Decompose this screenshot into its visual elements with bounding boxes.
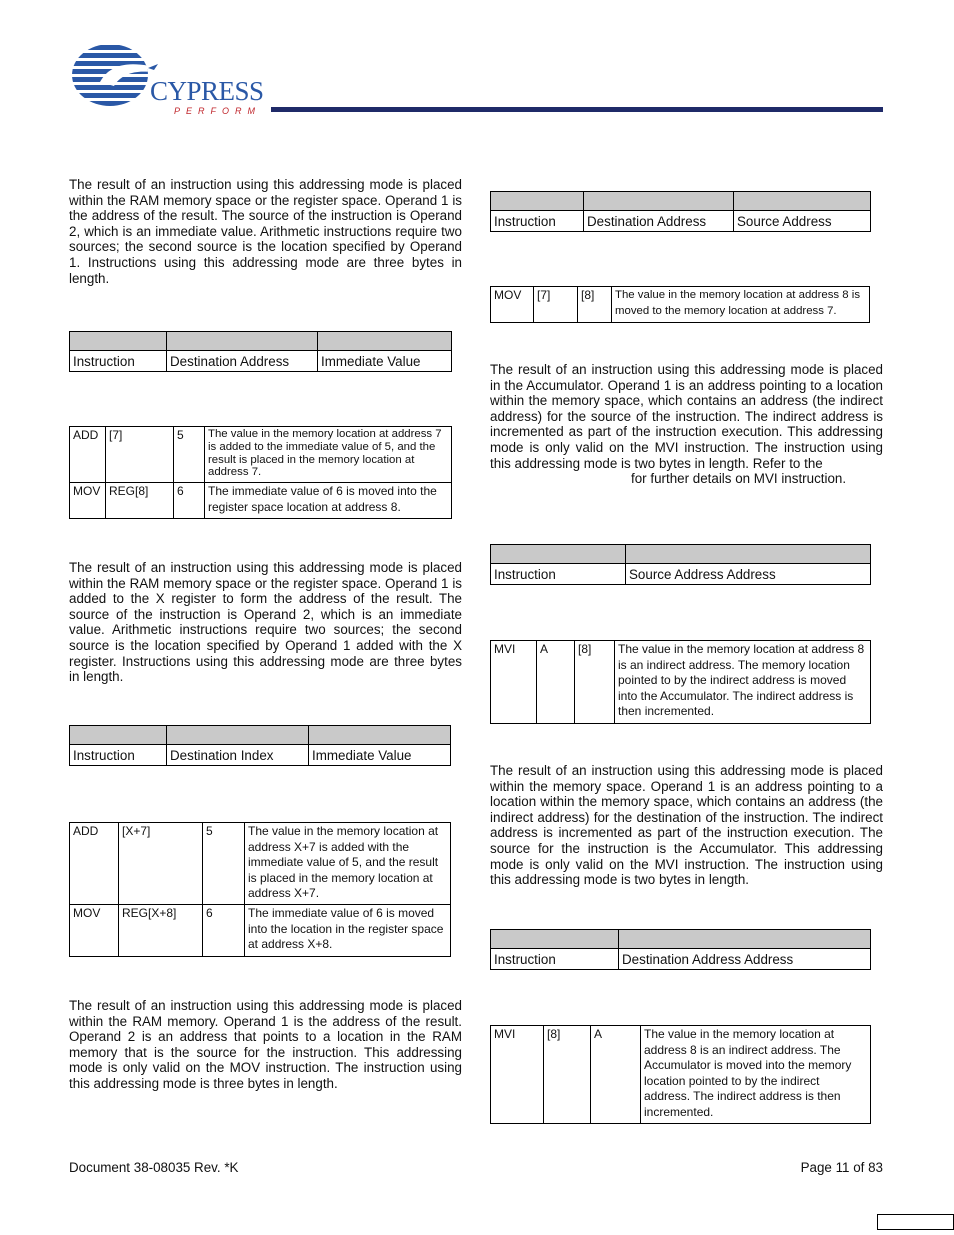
left-format-table-2	[69, 725, 451, 766]
table-cell: MOV	[491, 287, 534, 323]
table-cell: Immediate Value	[309, 745, 451, 766]
table-cell: Immediate Value	[318, 351, 452, 372]
table-cell: Destination Address Address	[619, 949, 871, 970]
right-example-table-1	[490, 286, 870, 323]
table-cell: The value in the memory location at address 8 is an indirect address. The memory location pointed to by the indirect address is moved into the Accumulator. The indirect address is then incremented.	[615, 641, 871, 724]
table-row	[70, 823, 451, 905]
cypress-tagline: PERFORM	[174, 106, 261, 116]
right-format-table-3	[490, 929, 871, 970]
cypress-logo	[70, 40, 264, 120]
table-cell: The immediate value of 6 is moved into the register space location at address 8.	[205, 483, 452, 519]
right-paragraph-2: The result of an instruction using this addressing mode is placed within the memory space. Operand 1 is an address pointing to a location within the memory space, which contains an address (the indirect address) for the destination of the instruction. The indirect address is incremented as part of the instruction execution. The source for the instruction is the Accumulator. This addressing mode is only valid on the MVI instruction. The instruction using this addressing mode is two bytes in length.	[490, 763, 883, 888]
right-example-table-2	[490, 640, 871, 724]
table-cell: Instruction	[70, 351, 167, 372]
cypress-wordmark: CYPRESS	[150, 76, 264, 106]
table-cell: The value in the memory location at address X+7 is added with the immediate value of 5, and the result is placed in the memory location at address X+7.	[245, 823, 451, 905]
table-cell: Instruction	[491, 211, 584, 232]
table-cell: Destination Index	[167, 745, 309, 766]
table-row	[491, 641, 871, 724]
document-number: Document 38-08035 Rev. *K	[69, 1160, 239, 1175]
table-cell: 5	[203, 823, 245, 905]
left-paragraph-3: The result of an instruction using this addressing mode is placed within the RAM memory. Operand 1 is the address of the result. Operand 2 is an address that points to a location in the RAM memory that is the source for the instruction. This addressing mode is only valid on the MOV instruction. The instruction using this addressing mode is three bytes in length.	[69, 998, 462, 1091]
page-number: Page 11 of 83	[800, 1160, 883, 1175]
table-cell: [8]	[578, 287, 612, 323]
table-cell: A	[591, 1026, 641, 1124]
right-format-table-1	[490, 191, 871, 232]
left-paragraph-2: The result of an instruction using this addressing mode is placed within the RAM memory space or the register space. Operand 1 is added to the X register to form the address of the result. The source of the instruction is Operand 2, which is an immediate value. Arithmetic instructions require two sources; the second source is the location specified by Operand 1 added with the X register. Instructions using this addressing mode are three bytes in length.	[69, 560, 462, 685]
table-row	[491, 1026, 871, 1124]
table-cell: MVI	[491, 641, 537, 724]
table-row	[70, 905, 451, 957]
table-cell: MOV	[70, 483, 106, 519]
left-example-table-1	[69, 426, 452, 519]
paragraph-tail: for further details on MVI instruction.	[631, 471, 847, 487]
table-cell: [8]	[575, 641, 615, 724]
table-cell: Source Address Address	[626, 564, 871, 585]
left-format-table-1	[69, 331, 452, 372]
table-cell: 6	[203, 905, 245, 957]
table-cell: ADD	[70, 427, 106, 483]
right-example-table-3	[490, 1025, 871, 1124]
table-cell: Instruction	[70, 745, 167, 766]
table-cell: [8]	[544, 1026, 591, 1124]
table-cell: The value in the memory location at address 8 is an indirect address. The Accumulator is moved into the memory location pointed to by the indirect address. The indirect address is then incremented.	[641, 1026, 871, 1124]
table-cell: 6	[174, 483, 205, 519]
table-row	[491, 287, 870, 323]
header-rule	[271, 107, 883, 112]
table-cell: Instruction	[491, 564, 626, 585]
left-paragraph-1: The result of an instruction using this addressing mode is placed within the RAM memory space or the register space. Operand 1 is the address of the result. The source of the instruction is Operand 2, which is an immediate value. Arithmetic instructions require two sources; the second source is the location specified by Operand 1. Instructions using this addressing mode are three bytes in length.	[69, 177, 462, 286]
table-cell: 5	[174, 427, 205, 483]
paragraph-text: The result of an instruction using this addressing mode is placed in the Accumulator. Operand 1 is an address pointing to a location within the memory space, which contains an address (the indirect address) for the source of the instruction. The indirect address is incremented as part of the instruction execution. This addressing mode is only valid on the MVI instruction. The instruction using this addressing mode is two bytes in length. Refer to the	[490, 362, 883, 471]
table-cell: [7]	[106, 427, 174, 483]
table-cell: A	[537, 641, 575, 724]
table-row	[70, 483, 452, 519]
right-paragraph-1	[490, 362, 883, 487]
cypress-globe-icon	[70, 42, 160, 110]
table-cell: [X+7]	[119, 823, 203, 905]
table-cell: [7]	[534, 287, 578, 323]
table-cell: REG[8]	[106, 483, 174, 519]
right-format-table-2	[490, 544, 871, 585]
table-cell: ADD	[70, 823, 119, 905]
table-cell: Instruction	[491, 949, 619, 970]
footer-box	[877, 1214, 954, 1230]
table-cell: MOV	[70, 905, 119, 957]
table-cell: Destination Address	[167, 351, 318, 372]
table-cell: The value in the memory location at address 8 is moved to the memory location at address 7.	[612, 287, 870, 323]
table-cell: Source Address	[734, 211, 871, 232]
table-row	[70, 427, 452, 483]
table-cell: REG[X+8]	[119, 905, 203, 957]
table-cell: The value in the memory location at address 7 is added to the immediate value of 5, and the result is placed in the memory location at address 7.	[205, 427, 452, 483]
table-cell: MVI	[491, 1026, 544, 1124]
left-example-table-2	[69, 822, 451, 957]
table-cell: The immediate value of 6 is moved into the location in the register space at address X+8.	[245, 905, 451, 957]
table-cell: Destination Address	[584, 211, 734, 232]
